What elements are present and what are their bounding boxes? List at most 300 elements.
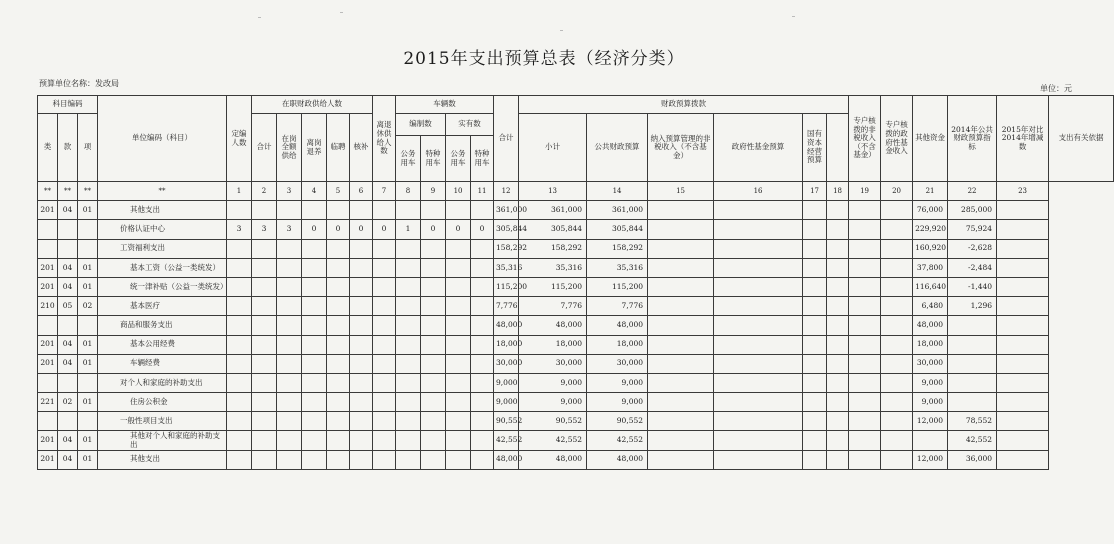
basis-cell	[997, 412, 1049, 431]
empty-cell	[827, 297, 849, 316]
kuan-cell: 04	[58, 335, 78, 354]
lei-cell: 221	[38, 393, 58, 412]
empty-cell	[803, 239, 827, 258]
column-index: 14	[587, 182, 648, 201]
empty-cell	[714, 277, 803, 296]
count-cell	[327, 316, 350, 335]
empty-cell	[881, 431, 913, 450]
count-cell	[302, 393, 327, 412]
empty-cell	[849, 450, 881, 469]
count-cell	[421, 412, 446, 431]
table-row	[38, 335, 1114, 354]
kuan-header: 款	[58, 114, 78, 182]
count-cell	[302, 412, 327, 431]
count-cell	[350, 201, 373, 220]
empty-cell	[849, 373, 881, 392]
subtotal-cell: 305,844	[519, 220, 587, 239]
empty-cell	[827, 354, 849, 373]
count-cell	[471, 277, 494, 296]
kuan-cell	[58, 220, 78, 239]
total-cell: 18,000	[494, 335, 519, 354]
subtotal-cell: 35,316	[519, 258, 587, 277]
count-cell	[327, 239, 350, 258]
count-cell	[327, 354, 350, 373]
staff-total-header: 合计	[252, 114, 277, 182]
count-cell	[227, 335, 252, 354]
count-cell	[396, 258, 421, 277]
empty-cell	[849, 258, 881, 277]
total-cell: 9,000	[494, 393, 519, 412]
empty-cell	[648, 412, 714, 431]
count-cell	[373, 316, 396, 335]
budget-2014-cell: 6,480	[913, 297, 948, 316]
count-cell: 0	[421, 220, 446, 239]
count-cell	[252, 335, 277, 354]
count-cell	[396, 316, 421, 335]
quota-special-car-header: 特种用车	[421, 136, 446, 182]
empty-cell	[881, 239, 913, 258]
xiang-cell: 02	[78, 297, 98, 316]
kuan-cell: 04	[58, 201, 78, 220]
count-cell	[252, 316, 277, 335]
empty-cell	[849, 220, 881, 239]
xiang-cell	[78, 239, 98, 258]
count-cell: 0	[350, 220, 373, 239]
count-cell	[396, 201, 421, 220]
count-cell	[302, 335, 327, 354]
count-cell	[421, 450, 446, 469]
count-cell	[446, 373, 471, 392]
empty-cell	[881, 277, 913, 296]
change-cell	[948, 316, 997, 335]
count-cell	[302, 354, 327, 373]
total-cell: 361,000	[494, 201, 519, 220]
count-cell	[471, 335, 494, 354]
basis-cell	[997, 393, 1049, 412]
lei-cell: 201	[38, 201, 58, 220]
kuan-cell	[58, 412, 78, 431]
empty-cell	[648, 373, 714, 392]
subtotal-cell: 158,292	[519, 239, 587, 258]
budget-2014-cell: 48,000	[913, 316, 948, 335]
count-cell	[302, 297, 327, 316]
empty-cell	[881, 220, 913, 239]
change-header: 2015年对比2014年增减数	[997, 96, 1049, 182]
count-cell	[471, 412, 494, 431]
count-cell	[446, 239, 471, 258]
subtotal-cell: 9,000	[519, 373, 587, 392]
total-cell: 48,000	[494, 316, 519, 335]
approved-subsidy-header: 核补	[350, 114, 373, 182]
count-cell	[350, 316, 373, 335]
count-cell	[446, 297, 471, 316]
empty-cell	[648, 277, 714, 296]
public-budget-cell: 361,000	[587, 201, 648, 220]
count-cell	[327, 297, 350, 316]
count-cell	[350, 258, 373, 277]
subtotal-cell: 361,000	[519, 201, 587, 220]
empty-cell	[827, 258, 849, 277]
lei-cell: 201	[38, 277, 58, 296]
empty-cell	[827, 450, 849, 469]
subtotal-cell: 42,552	[519, 431, 587, 450]
subtotal-cell: 7,776	[519, 297, 587, 316]
temp-header: 临聘	[327, 114, 350, 182]
empty-cell	[714, 335, 803, 354]
kuan-cell: 02	[58, 393, 78, 412]
lei-cell	[38, 412, 58, 431]
count-cell	[373, 297, 396, 316]
kuan-cell: 04	[58, 431, 78, 450]
change-cell	[948, 373, 997, 392]
basis-cell	[997, 277, 1049, 296]
kuan-cell	[58, 373, 78, 392]
other-fund-header: 其他资金	[913, 96, 948, 182]
empty-cell	[648, 431, 714, 450]
xiang-cell: 01	[78, 450, 98, 469]
item-name-cell: 其他对个人和家庭的补助支出	[98, 431, 227, 450]
empty-cell	[827, 201, 849, 220]
change-cell: 36,000	[948, 450, 997, 469]
column-index: **	[98, 182, 227, 201]
empty-cell	[648, 450, 714, 469]
count-cell	[277, 373, 302, 392]
count-cell	[471, 297, 494, 316]
empty-cell	[849, 335, 881, 354]
count-cell	[421, 297, 446, 316]
count-cell	[396, 393, 421, 412]
table-row	[38, 277, 1114, 296]
change-cell: 1,296	[948, 297, 997, 316]
count-cell: 3	[277, 220, 302, 239]
table-row	[38, 354, 1114, 373]
empty-cell	[648, 258, 714, 277]
column-index: 22	[948, 182, 997, 201]
basis-cell	[997, 316, 1049, 335]
public-budget-cell: 18,000	[587, 335, 648, 354]
count-cell	[471, 239, 494, 258]
xiang-cell: 01	[78, 431, 98, 450]
change-cell: -2,484	[948, 258, 997, 277]
empty-cell	[827, 277, 849, 296]
item-name-cell: 基本工资（公益一类统发）	[98, 258, 227, 277]
empty-cell	[714, 373, 803, 392]
column-index: **	[38, 182, 58, 201]
empty-cell	[803, 412, 827, 431]
basis-cell	[997, 335, 1049, 354]
column-index: 3	[277, 182, 302, 201]
xiang-cell	[78, 412, 98, 431]
fiscal-budget-header: 财政预算拨款	[519, 96, 849, 114]
column-index: 15	[648, 182, 714, 201]
column-index: 4	[302, 182, 327, 201]
count-cell	[396, 431, 421, 450]
empty-cell	[803, 354, 827, 373]
empty-cell	[881, 335, 913, 354]
table-row	[38, 239, 1114, 258]
count-cell	[350, 277, 373, 296]
count-cell	[327, 258, 350, 277]
xiang-cell: 01	[78, 393, 98, 412]
count-cell	[373, 412, 396, 431]
count-cell	[252, 354, 277, 373]
budget-2014-cell: 9,000	[913, 393, 948, 412]
kuan-cell	[58, 239, 78, 258]
lei-cell: 201	[38, 450, 58, 469]
empty-cell	[803, 450, 827, 469]
count-cell	[396, 239, 421, 258]
change-cell	[948, 393, 997, 412]
budget-2014-cell: 160,920	[913, 239, 948, 258]
table-row	[38, 450, 1114, 469]
item-name-cell: 其他支出	[98, 450, 227, 469]
count-cell	[252, 258, 277, 277]
column-index: 9	[421, 182, 446, 201]
count-cell	[227, 316, 252, 335]
count-cell	[327, 450, 350, 469]
column-index: 6	[350, 182, 373, 201]
count-cell	[327, 393, 350, 412]
count-cell	[421, 201, 446, 220]
empty-cell	[803, 373, 827, 392]
count-cell	[446, 316, 471, 335]
empty-cell	[849, 297, 881, 316]
staff-quota-header: 定编人数	[227, 96, 252, 182]
count-cell	[350, 412, 373, 431]
count-cell	[277, 450, 302, 469]
lei-cell: 201	[38, 258, 58, 277]
empty-cell	[714, 201, 803, 220]
lei-cell	[38, 220, 58, 239]
table-row	[38, 373, 1114, 392]
count-cell	[327, 412, 350, 431]
empty-cell	[714, 239, 803, 258]
count-cell	[277, 393, 302, 412]
count-cell	[327, 335, 350, 354]
count-cell	[350, 335, 373, 354]
empty-cell	[827, 412, 849, 431]
count-cell	[446, 201, 471, 220]
empty-cell	[849, 431, 881, 450]
empty-cell	[803, 431, 827, 450]
empty-cell	[881, 393, 913, 412]
column-index: 5	[327, 182, 350, 201]
budget-2014-cell: 76,000	[913, 201, 948, 220]
count-cell	[327, 373, 350, 392]
left-post-header: 离岗退养	[302, 114, 327, 182]
empty-cell	[827, 239, 849, 258]
lei-cell	[38, 316, 58, 335]
count-cell	[227, 258, 252, 277]
xiang-cell: 01	[78, 201, 98, 220]
empty-cell	[849, 354, 881, 373]
subtotal-cell: 48,000	[519, 450, 587, 469]
column-index: 7	[373, 182, 396, 201]
basis-cell	[997, 450, 1049, 469]
basis-cell	[997, 258, 1049, 277]
xiang-cell	[78, 316, 98, 335]
column-index: **	[78, 182, 98, 201]
item-name-cell: 统一津补贴（公益一类统发）	[98, 277, 227, 296]
public-budget-cell: 42,552	[587, 431, 648, 450]
count-cell	[421, 316, 446, 335]
count-cell	[327, 277, 350, 296]
count-cell	[350, 354, 373, 373]
table-row	[38, 220, 1114, 239]
budget-2014-cell	[913, 431, 948, 450]
budget-2014-header: 2014年公共财政预算指标	[948, 96, 997, 182]
empty-cell	[714, 316, 803, 335]
empty-cell	[648, 239, 714, 258]
count-cell	[471, 393, 494, 412]
column-index: 19	[849, 182, 881, 201]
actual-header: 实有数	[446, 114, 494, 136]
empty-cell	[648, 201, 714, 220]
count-cell	[421, 258, 446, 277]
count-cell	[302, 431, 327, 450]
empty-cell	[648, 220, 714, 239]
total-cell: 7,776	[494, 297, 519, 316]
retired-header: 离退休供给人数	[373, 96, 396, 182]
change-cell: 285,000	[948, 201, 997, 220]
empty-cell	[714, 220, 803, 239]
count-cell	[227, 201, 252, 220]
empty-cell	[849, 412, 881, 431]
empty-cell	[714, 412, 803, 431]
empty-cell	[803, 316, 827, 335]
kuan-cell: 04	[58, 277, 78, 296]
count-cell	[373, 450, 396, 469]
empty-cell	[827, 373, 849, 392]
empty-cell	[881, 316, 913, 335]
count-cell: 1	[396, 220, 421, 239]
count-cell	[227, 239, 252, 258]
item-name-cell: 基本公用经费	[98, 335, 227, 354]
public-budget-cell: 90,552	[587, 412, 648, 431]
column-index: 18	[827, 182, 849, 201]
count-cell: 0	[302, 220, 327, 239]
vehicles-header: 车辆数	[396, 96, 494, 114]
count-cell	[421, 393, 446, 412]
table-row	[38, 412, 1114, 431]
count-cell	[350, 450, 373, 469]
budget-table	[37, 95, 1114, 470]
xiang-cell: 01	[78, 335, 98, 354]
lei-cell: 210	[38, 297, 58, 316]
total-cell: 305,844	[494, 220, 519, 239]
public-budget-header: 公共财政预算	[587, 114, 648, 182]
count-cell	[252, 373, 277, 392]
count-cell	[277, 201, 302, 220]
empty-cell	[849, 201, 881, 220]
count-cell	[446, 354, 471, 373]
count-cell	[350, 373, 373, 392]
subject-code-header: 科目编码	[38, 96, 98, 114]
lei-cell: 201	[38, 335, 58, 354]
count-cell	[373, 201, 396, 220]
empty-cell	[849, 239, 881, 258]
count-cell	[277, 412, 302, 431]
count-cell	[350, 239, 373, 258]
table-row	[38, 393, 1114, 412]
empty-cell	[714, 354, 803, 373]
lei-header: 类	[38, 114, 58, 182]
item-name-cell: 车辆经费	[98, 354, 227, 373]
column-index-row	[38, 182, 1114, 201]
count-cell	[302, 201, 327, 220]
full-funded-header: 在岗全额供给	[277, 114, 302, 182]
table-row	[38, 297, 1114, 316]
table-row	[38, 201, 1114, 220]
count-cell	[227, 450, 252, 469]
count-cell	[252, 277, 277, 296]
count-cell	[446, 450, 471, 469]
empty-cell	[714, 393, 803, 412]
empty-cell	[648, 335, 714, 354]
empty-cell	[803, 220, 827, 239]
lei-cell	[38, 239, 58, 258]
count-cell	[277, 239, 302, 258]
empty-cell	[803, 277, 827, 296]
staff-on-duty-header: 在职财政供给人数	[252, 96, 373, 114]
count-cell	[396, 450, 421, 469]
count-cell	[446, 277, 471, 296]
empty-cell	[648, 297, 714, 316]
item-name-cell: 工资福利支出	[98, 239, 227, 258]
empty-cell	[881, 412, 913, 431]
empty-cell	[714, 450, 803, 469]
xiang-cell: 01	[78, 354, 98, 373]
count-cell	[471, 431, 494, 450]
count-cell	[446, 393, 471, 412]
count-cell	[252, 239, 277, 258]
subtotal-cell: 18,000	[519, 335, 587, 354]
count-cell	[227, 297, 252, 316]
empty-cell	[803, 393, 827, 412]
count-cell	[227, 431, 252, 450]
count-cell	[373, 393, 396, 412]
item-name-cell: 一般性项目支出	[98, 412, 227, 431]
quota-header: 编制数	[396, 114, 446, 136]
count-cell	[350, 431, 373, 450]
item-name-cell: 住房公积金	[98, 393, 227, 412]
count-cell	[227, 393, 252, 412]
count-cell	[373, 354, 396, 373]
empty-cell	[827, 393, 849, 412]
state-capital-header: 国有资本经营预算	[803, 114, 827, 182]
empty-cell	[648, 393, 714, 412]
count-cell	[471, 201, 494, 220]
empty-cell	[881, 354, 913, 373]
empty-cell	[827, 316, 849, 335]
subtotal-header: 小计	[519, 114, 587, 182]
xiang-cell	[78, 220, 98, 239]
change-cell	[948, 354, 997, 373]
empty-cell	[827, 335, 849, 354]
item-name-cell: 价格认证中心	[98, 220, 227, 239]
empty-cell	[803, 258, 827, 277]
kuan-cell: 04	[58, 258, 78, 277]
special-non-tax-header: 专户核拨的非税收入（不含基金）	[849, 96, 881, 182]
lei-cell: 201	[38, 354, 58, 373]
count-cell: 3	[252, 220, 277, 239]
currency-unit: 单位：元	[1040, 84, 1072, 93]
budget-unit-name: 预算单位名称：发改局	[39, 79, 119, 88]
total-cell: 35,316	[494, 258, 519, 277]
public-budget-cell: 48,000	[587, 316, 648, 335]
basis-cell	[997, 297, 1049, 316]
column-index: 8	[396, 182, 421, 201]
